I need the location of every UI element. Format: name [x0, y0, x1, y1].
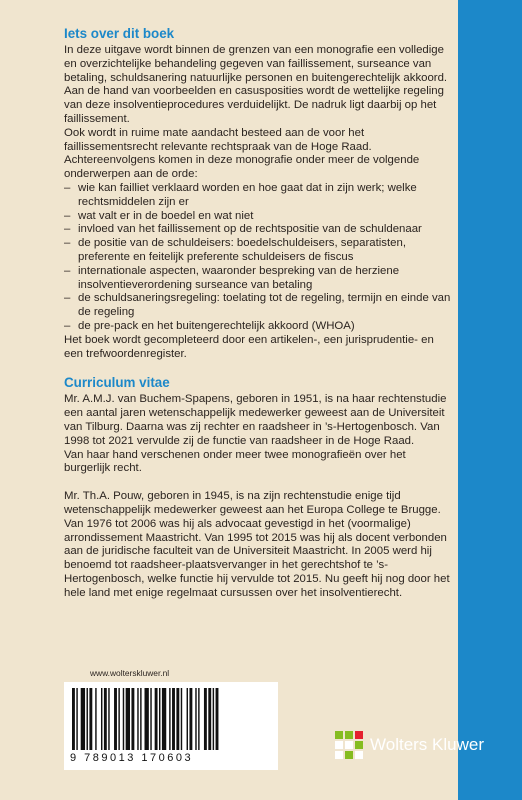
about-heading: Iets over dit boek	[64, 26, 175, 41]
barcode-bar	[72, 688, 75, 750]
blue-side-band	[458, 0, 522, 800]
paragraph-gap	[64, 476, 454, 490]
cv-author2-paragraph: Mr. Th.A. Pouw, geboren in 1945, is na zijn rechtenstudie enige tijd wetenschappelijk medewerker geweest aan het Europa College te Brugge. Van 1976 tot 2006 was hij als advocaat gevestigd in het (voormalige) arrondissement Maastricht. Van 1995 tot 2015 was hij als docent verbonden aan de juridische faculteit van de Universiteit Maastricht. In 2005 werd hij benoemd tot raadsheer-plaatsvervanger in het gerechtshof te ’s-Hertogenbosch, welke functie hij vervulde tot 2015. Nu geeft hij nog door het hele land met enige regelmaat cursussen over het insolventierecht.	[64, 490, 450, 599]
about-paragraph: Achtereenvolgens komen in deze monografie onder meer de volgende onderwerpen aan de orde:	[64, 154, 420, 181]
barcode-bar	[150, 688, 151, 750]
isbn-barcode	[64, 682, 278, 770]
barcode-bar	[198, 688, 199, 750]
barcode-bar	[181, 688, 182, 750]
barcode-bar	[140, 688, 141, 750]
barcode-bar	[76, 688, 77, 750]
topic-item: – wie kan failliet verklaard worden en hoe gaat dat in zijn werk; welke rechtsmiddelen zijn er	[64, 182, 454, 210]
barcode-bar	[114, 688, 117, 750]
barcode-bar	[213, 688, 214, 750]
barcode-bar	[89, 688, 92, 750]
barcode-bar	[87, 688, 88, 750]
cv-author1-paragraph: Mr. A.M.J. van Buchem-Spapens, geboren in 1951, is na haar rechtenstudie een aantal jaren wetenschappelijk medewerker geweest aan de Universiteit van Tilburg. Daarna was zij rechter en raadsheer in ’s-Hertogenbosch. Van 1998 tot 2021 vervulde zij de functie van raadsheer in de Hoge Raad.	[64, 393, 447, 447]
wolters-kluwer-emblem-icon	[334, 730, 364, 760]
topic-item: – de positie van de schuldeisers: boedelschuldeisers, separatisten, preferente en feitelijk preferente schuldeisers de fiscus	[64, 237, 454, 265]
topic-item: – invloed van het faillissement op de rechtspositie van de schuldenaar	[64, 223, 454, 237]
about-closing: Het boek wordt gecompleteerd door een artikelen-, een jurisprudentie- en een trefwoordenregister.	[64, 333, 434, 360]
topic-item: – de pre-pack en het buitengerechtelijk akkoord (WHOA)	[64, 320, 454, 334]
barcode-bar	[169, 688, 170, 750]
barcode-bar	[162, 688, 166, 750]
barcode-bar	[208, 688, 211, 750]
barcode-bar	[81, 688, 85, 750]
barcode-bar	[104, 688, 107, 750]
about-paragraph: Aan de hand van voorbeelden en casusposities wordt de wettelijke regeling van deze insolventieprocedures verduidelijkt. De nadruk ligt daarbij op het faillissement.	[64, 85, 444, 125]
barcode-bar	[137, 688, 138, 750]
cv-author1-paragraph: Van haar hand verschenen onder meer twee monografieën over het burgerlijk recht.	[64, 448, 406, 475]
about-paragraph: Ook wordt in ruime mate aandacht besteed aan de voor het faillissementsrecht relevante rechtspraak van de Hoge Raad.	[64, 126, 372, 153]
barcode-bar	[159, 688, 160, 750]
wolters-kluwer-wordmark: Wolters Kluwer	[370, 735, 484, 754]
barcode-bar	[145, 688, 149, 750]
barcode-number: 9 789013 170603	[70, 752, 194, 764]
barcode-bar	[172, 688, 175, 750]
barcode-bar	[204, 688, 207, 750]
topic-item: – internationale aspecten, waaronder bespreking van de herziene insolventieverordening surseance van betaling	[64, 265, 454, 293]
about-paragraph: In deze uitgave wordt binnen de grenzen van een monografie een volledige en overzichtelijke behandeling gegeven van faillissement, surseance van betaling, schuldsanering natuurlijke personen en buitengerechtelijk akkoord.	[64, 44, 448, 84]
cv-heading: Curriculum vitae	[64, 375, 170, 391]
barcode-bar	[155, 688, 158, 750]
barcode-bar	[187, 688, 188, 750]
topic-list	[64, 182, 454, 334]
barcode-bar	[95, 688, 96, 750]
barcode-bar	[101, 688, 102, 750]
barcode-bar	[189, 688, 192, 750]
barcode-bar	[118, 688, 119, 750]
topic-item: – de schuldsaneringsregeling: toelating tot de regeling, termijn en einde van de regeling	[64, 292, 454, 320]
barcode-bar	[131, 688, 134, 750]
barcode-bar	[176, 688, 179, 750]
barcode-bar	[195, 688, 196, 750]
cover-text	[64, 26, 454, 600]
barcode-bar	[126, 688, 130, 750]
barcode-bar	[108, 688, 109, 750]
barcode-bar	[123, 688, 124, 750]
wolters-kluwer-logo	[334, 727, 484, 763]
barcode-bar	[216, 688, 219, 750]
topic-item: – wat valt er in de boedel en wat niet	[64, 210, 454, 224]
barcode-bars	[70, 688, 272, 750]
publisher-website: www.wolterskluwer.nl	[90, 668, 170, 678]
